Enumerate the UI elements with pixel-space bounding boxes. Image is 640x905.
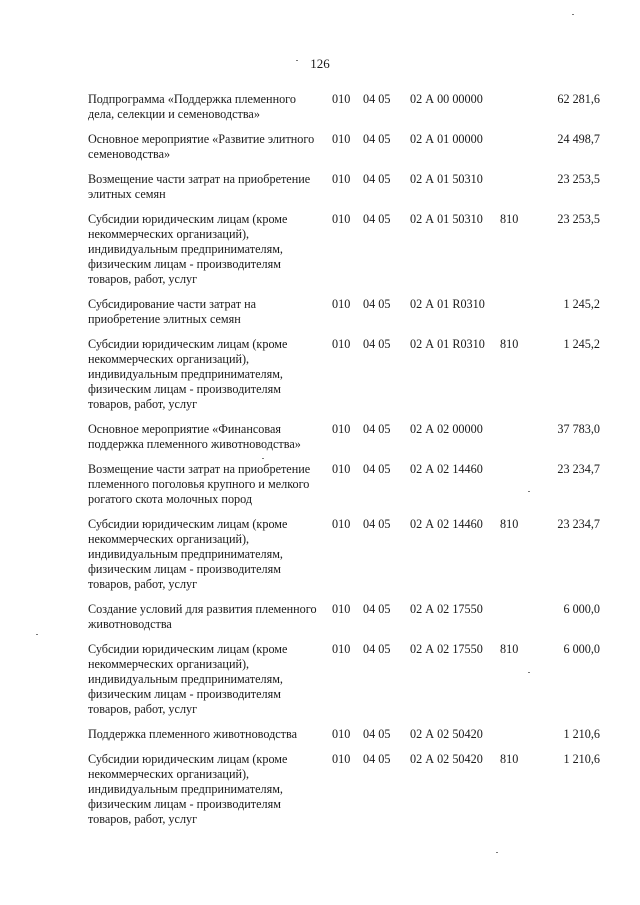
ministry-code: 010: [332, 462, 351, 476]
section-code: 04 05: [363, 422, 391, 436]
row-name: Основное мероприятие «Финансовая поддержка племенного животноводства»: [88, 422, 301, 451]
table-row: [88, 752, 608, 827]
row-name: Основное мероприятие «Развитие элитного семеноводства»: [88, 132, 315, 161]
amount: 6 000,0: [563, 642, 600, 656]
table-row: [88, 212, 608, 287]
table-row: [88, 172, 608, 202]
table-row: [88, 462, 608, 507]
row-name: Субсидии юридическим лицам (кроме некоммерческих организаций), индивидуальным предпринимателям, физическим лицам - производителям товаров, работ, услуг: [88, 212, 288, 286]
ministry-code: 010: [332, 422, 351, 436]
ministry-code: 010: [332, 92, 351, 106]
program-code: 02 А 02 00000: [410, 422, 483, 436]
ministry-code: 010: [332, 212, 351, 226]
amount: 1 210,6: [563, 727, 600, 741]
ministry-code: 010: [332, 172, 351, 186]
amount: 23 253,5: [557, 172, 600, 186]
ministry-code: 010: [332, 517, 351, 531]
section-code: 04 05: [363, 602, 391, 616]
table-row: [88, 517, 608, 592]
program-code: 02 А 02 14460: [410, 462, 483, 476]
amount: 23 234,7: [557, 517, 600, 531]
program-code: 02 А 01 50310: [410, 212, 483, 226]
row-name: Подпрограмма «Поддержка племенного дела, селекции и семеноводства»: [88, 92, 296, 121]
table-row: [88, 642, 608, 717]
amount: 62 281,6: [557, 92, 600, 106]
section-code: 04 05: [363, 642, 391, 656]
amount: 24 498,7: [557, 132, 600, 146]
row-name: Создание условий для развития племенного животноводства: [88, 602, 317, 631]
section-code: 04 05: [363, 212, 391, 226]
section-code: 04 05: [363, 297, 391, 311]
expense-kind-code: 810: [500, 642, 519, 656]
row-name: Субсидии юридическим лицам (кроме некоммерческих организаций), индивидуальным предпринимателям, физическим лицам - производителям товаров, работ, услуг: [88, 752, 288, 826]
table-row: [88, 602, 608, 632]
section-code: 04 05: [363, 337, 391, 351]
ministry-code: 010: [332, 297, 351, 311]
scan-speck: [572, 14, 574, 15]
ministry-code: 010: [332, 752, 351, 766]
section-code: 04 05: [363, 727, 391, 741]
row-name: Субсидии юридическим лицам (кроме некоммерческих организаций), индивидуальным предпринимателям, физическим лицам - производителям товаров, работ, услуг: [88, 337, 288, 411]
expense-kind-code: 810: [500, 517, 519, 531]
table-row: [88, 422, 608, 452]
ministry-code: 010: [332, 132, 351, 146]
row-name: Возмещение части затрат на приобретение племенного поголовья крупного и мелкого рогатого скота молочных пород: [88, 462, 311, 506]
program-code: 02 А 01 50310: [410, 172, 483, 186]
ministry-code: 010: [332, 727, 351, 741]
row-name: Субсидии юридическим лицам (кроме некоммерческих организаций), индивидуальным предпринимателям, физическим лицам - производителям товаров, работ, услуг: [88, 642, 288, 716]
section-code: 04 05: [363, 752, 391, 766]
amount: 1 210,6: [563, 752, 600, 766]
section-code: 04 05: [363, 462, 391, 476]
section-code: 04 05: [363, 172, 391, 186]
page-number: 126: [310, 56, 330, 71]
amount: 1 245,2: [563, 337, 600, 351]
scan-speck: [296, 60, 298, 61]
amount: 37 783,0: [557, 422, 600, 436]
ministry-code: 010: [332, 602, 351, 616]
ministry-code: 010: [332, 337, 351, 351]
scan-speck: [496, 852, 498, 853]
row-name: Поддержка племенного животноводства: [88, 727, 298, 741]
section-code: 04 05: [363, 132, 391, 146]
expense-kind-code: 810: [500, 212, 519, 226]
program-code: 02 А 02 14460: [410, 517, 483, 531]
ministry-code: 010: [332, 642, 351, 656]
program-code: 02 А 02 50420: [410, 727, 483, 741]
amount: 23 253,5: [557, 212, 600, 226]
program-code: 02 А 01 R0310: [410, 297, 485, 311]
row-name: Возмещение части затрат на приобретение элитных семян: [88, 172, 311, 201]
program-code: 02 А 02 17550: [410, 602, 483, 616]
amount: 23 234,7: [557, 462, 600, 476]
program-code: 02 А 00 00000: [410, 92, 483, 106]
expense-kind-code: 810: [500, 337, 519, 351]
program-code: 02 А 01 00000: [410, 132, 483, 146]
amount: 1 245,2: [563, 297, 600, 311]
program-code: 02 А 02 50420: [410, 752, 483, 766]
amount: 6 000,0: [563, 602, 600, 616]
expense-kind-code: 810: [500, 752, 519, 766]
table-row: [88, 92, 608, 122]
budget-table: [88, 92, 608, 827]
scan-speck: [36, 634, 38, 635]
table-row: [88, 132, 608, 162]
program-code: 02 А 02 17550: [410, 642, 483, 656]
section-code: 04 05: [363, 517, 391, 531]
table-row: [88, 337, 608, 412]
program-code: 02 А 01 R0310: [410, 337, 485, 351]
table-row: [88, 297, 608, 327]
table-row: [88, 727, 608, 742]
section-code: 04 05: [363, 92, 391, 106]
row-name: Субсидии юридическим лицам (кроме некоммерческих организаций), индивидуальным предпринимателям, физическим лицам - производителям товаров, работ, услуг: [88, 517, 288, 591]
row-name: Субсидирование части затрат на приобретение элитных семян: [88, 297, 257, 326]
